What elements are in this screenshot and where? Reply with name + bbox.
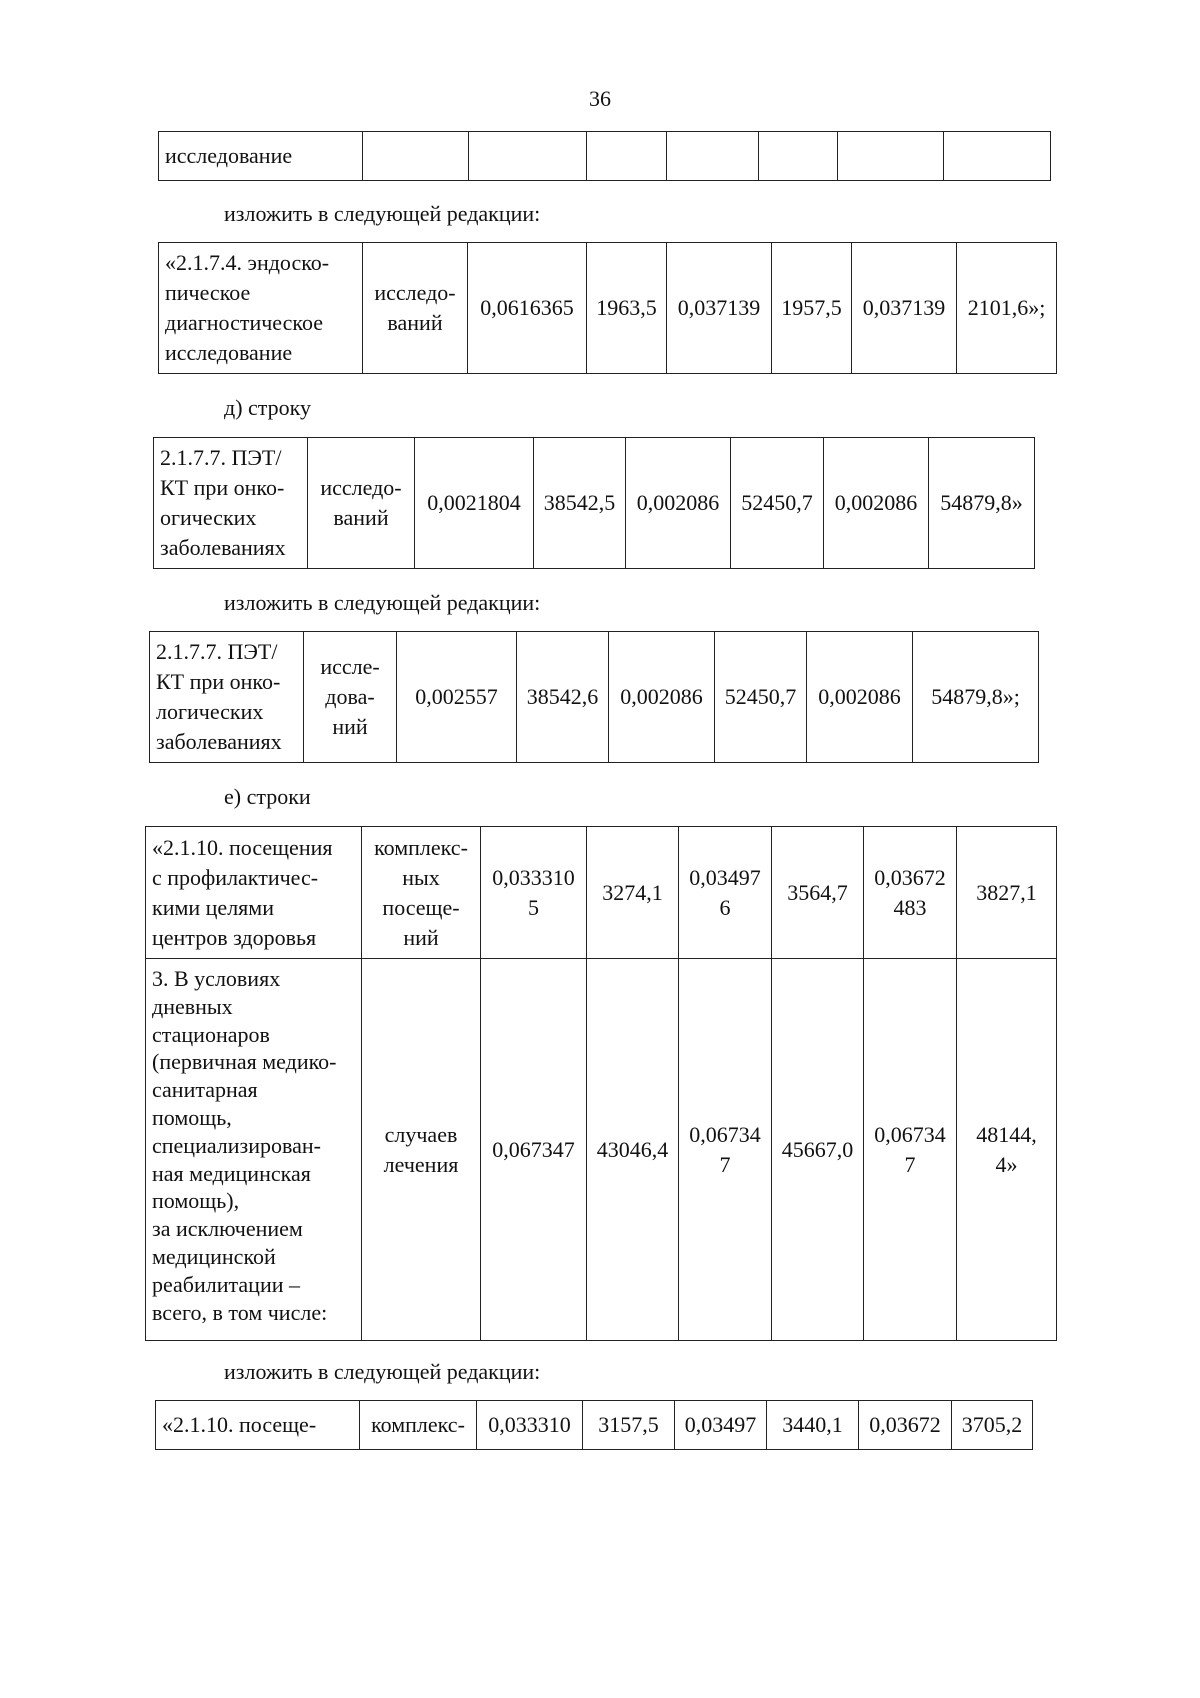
value-cell: 1963,5 (587, 243, 667, 374)
value-cell: 54879,8»; (913, 632, 1039, 763)
row-name-cell: 2.1.7.7. ПЭТ/ КТ при онко- огических заболеваниях (154, 438, 308, 569)
table-pet-ct-old (153, 437, 1035, 569)
row-name-cell: 2.1.7.7. ПЭТ/ КТ при онко- логических заболеваниях (150, 632, 304, 763)
value-cell: 0,033310 5 (481, 827, 587, 959)
instruction-paragraph: е) строки (224, 784, 311, 809)
value-cell: 3564,7 (772, 827, 864, 959)
value-cell: 0,002086 (609, 632, 715, 763)
value-cell: 0,002086 (824, 438, 929, 569)
value-cell (363, 132, 469, 181)
value-cell: 0,037139 (852, 243, 957, 374)
value-cell: 0,03497 6 (679, 827, 772, 959)
value-cell: 0,037139 (667, 243, 772, 374)
value-cell: 54879,8» (929, 438, 1035, 569)
table-row (146, 827, 1057, 959)
value-cell: 0,06734 7 (864, 959, 957, 1341)
table-endoscopy (158, 242, 1057, 374)
value-cell: 0,067347 (481, 959, 587, 1341)
instruction-paragraph: изложить в следующей редакции: (224, 590, 541, 615)
value-cell: 45667,0 (772, 959, 864, 1341)
value-cell (587, 132, 667, 181)
value-cell: 1957,5 (772, 243, 852, 374)
row-name-cell: «2.1.10. посещения с профилактичес- кими целями центров здоровья (146, 827, 362, 959)
value-cell: 0,002086 (626, 438, 731, 569)
unit-cell: иссле- дова- ний (304, 632, 397, 763)
page-number: 36 (589, 86, 611, 111)
value-cell: 52450,7 (715, 632, 807, 763)
table-health-centers-old (145, 826, 1057, 1341)
instruction-paragraph: д) строку (224, 395, 312, 420)
value-cell: 52450,7 (731, 438, 824, 569)
unit-cell: комплекс- ных посеще- ний (362, 827, 481, 959)
table-pet-ct-new (149, 631, 1039, 763)
table-fragment-1 (158, 131, 1051, 181)
value-cell (667, 132, 759, 181)
value-cell: 3157,5 (583, 1401, 675, 1450)
value-cell: 3705,2 (952, 1401, 1033, 1450)
value-cell: 3440,1 (767, 1401, 859, 1450)
value-cell: 38542,6 (517, 632, 609, 763)
row-name-cell: 3. В условиях дневных стационаров (первичная медико- санитарная помощь, специализирован- ная медицинская помощь), за исключением медицинской реабилитации – всего, в том числе: (146, 959, 362, 1341)
table-row (159, 132, 1051, 181)
value-cell: 3827,1 (957, 827, 1057, 959)
table-row (146, 959, 1057, 1341)
value-cell (838, 132, 944, 181)
value-cell: 43046,4 (587, 959, 679, 1341)
row-name-cell: «2.1.7.4. эндоско- пическое диагностическое исследование (159, 243, 363, 374)
table-row (154, 438, 1035, 569)
unit-cell: исследо- ваний (308, 438, 415, 569)
instruction-paragraph: изложить в следующей редакции: (224, 201, 541, 226)
value-cell (469, 132, 587, 181)
value-cell: 38542,5 (534, 438, 626, 569)
unit-cell: исследо- ваний (363, 243, 468, 374)
table-row (159, 243, 1057, 374)
row-name-cell: исследование (159, 132, 363, 181)
value-cell: 0,03672 483 (864, 827, 957, 959)
value-cell (944, 132, 1051, 181)
table-health-centers-new (155, 1400, 1033, 1450)
value-cell: 0,002086 (807, 632, 913, 763)
table-row (150, 632, 1039, 763)
row-name-cell: «2.1.10. посеще- (156, 1401, 360, 1450)
value-cell (759, 132, 838, 181)
value-cell: 0,033310 (477, 1401, 583, 1450)
value-cell: 0,06734 7 (679, 959, 772, 1341)
value-cell: 0,0616365 (468, 243, 587, 374)
table-row (156, 1401, 1033, 1450)
unit-cell: случаев лечения (362, 959, 481, 1341)
value-cell: 3274,1 (587, 827, 679, 959)
value-cell: 0,03497 (675, 1401, 767, 1450)
value-cell: 0,0021804 (415, 438, 534, 569)
value-cell: 0,03672 (859, 1401, 952, 1450)
value-cell: 48144, 4» (957, 959, 1057, 1341)
value-cell: 0,002557 (397, 632, 517, 763)
instruction-paragraph: изложить в следующей редакции: (224, 1359, 541, 1384)
unit-cell: комплекс- (360, 1401, 477, 1450)
value-cell: 2101,6»; (957, 243, 1057, 374)
